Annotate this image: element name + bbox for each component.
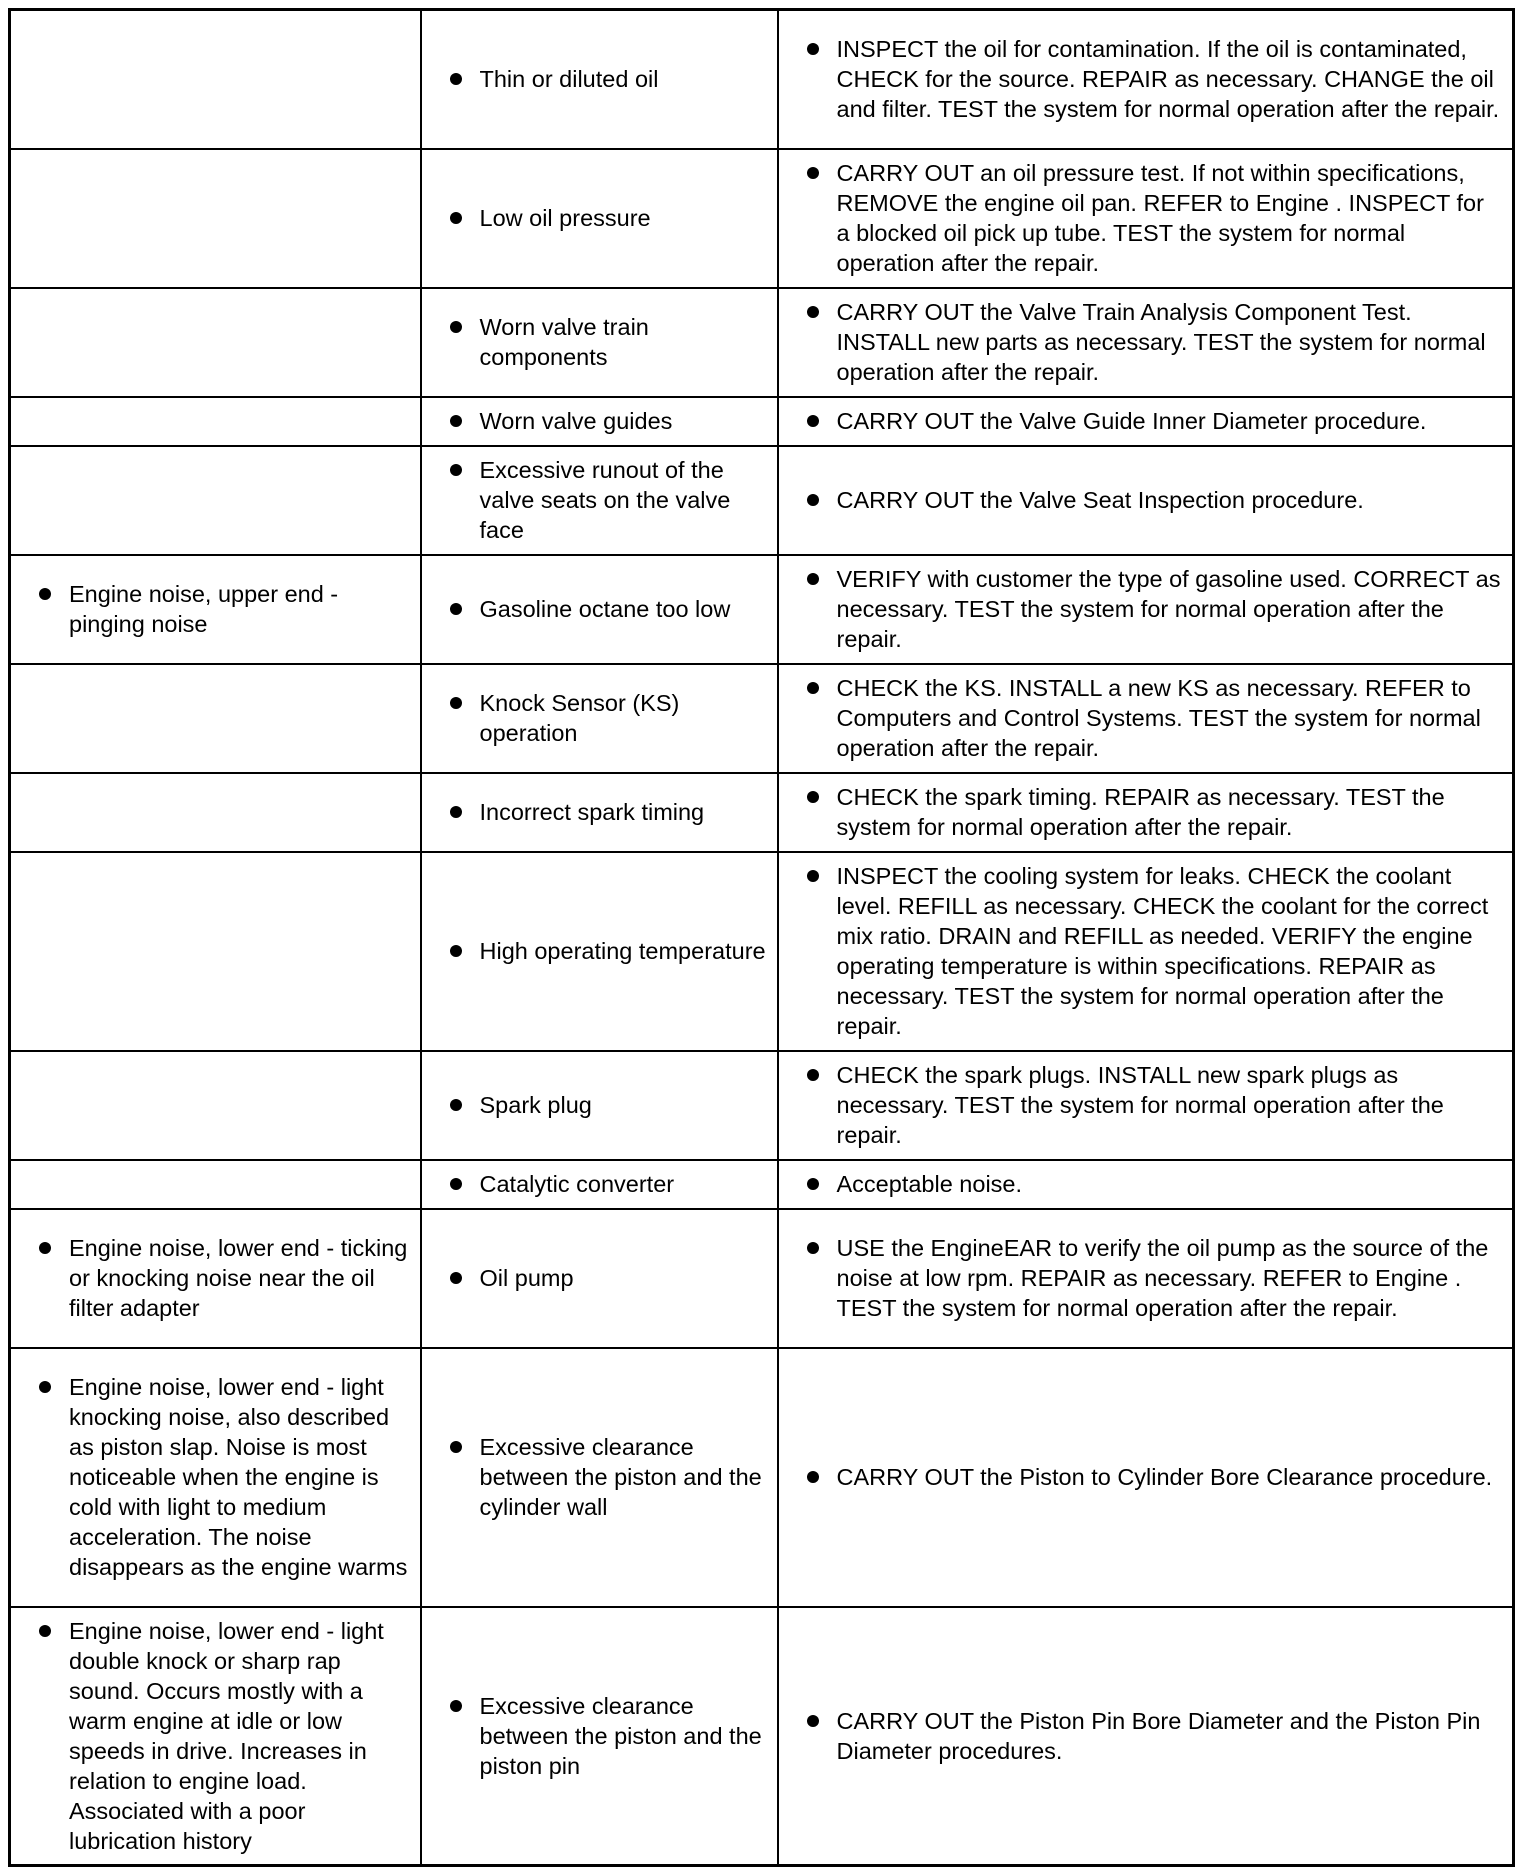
action-item: [807, 1169, 1503, 1199]
cause-item: [450, 1432, 767, 1522]
symptom-cell: [10, 555, 421, 664]
bullet-icon: [450, 73, 462, 85]
cause-cell: [421, 1348, 778, 1607]
symptom-cell: [10, 149, 421, 288]
cause-cell: [421, 1209, 778, 1348]
action-cell: [778, 288, 1514, 397]
table-row: [10, 1160, 1514, 1209]
bullet-icon: [450, 321, 462, 333]
action-cell: [778, 852, 1514, 1051]
bullet-icon: [450, 1700, 462, 1712]
cause-cell: [421, 10, 778, 149]
table-row: [10, 1348, 1514, 1607]
cause-text: Excessive runout of the valve seats on the valve face: [479, 457, 731, 543]
cause-text: Gasoline octane too low: [479, 596, 731, 622]
symptom-item: [39, 1233, 410, 1323]
action-cell: [778, 1607, 1514, 1866]
cause-text: High operating temperature: [479, 938, 766, 964]
bullet-icon: [807, 791, 819, 803]
symptom-cell: [10, 397, 421, 446]
bullet-icon: [39, 1381, 51, 1393]
action-item: [807, 1462, 1503, 1492]
symptom-cell: [10, 1051, 421, 1160]
action-text: VERIFY with customer the type of gasoline used. CORRECT as necessary. TEST the system for normal operation after the repair.: [836, 566, 1501, 652]
table-row: [10, 1051, 1514, 1160]
action-text: CHECK the spark plugs. INSTALL new spark plugs as necessary. TEST the system for normal operation after the repair.: [836, 1062, 1444, 1148]
cause-cell: [421, 288, 778, 397]
bullet-icon: [807, 43, 819, 55]
symptom-text: Engine noise, upper end - pinging noise: [69, 581, 339, 637]
bullet-icon: [807, 1069, 819, 1081]
action-text: CARRY OUT the Valve Train Analysis Component Test. INSTALL new parts as necessary. TEST the system for normal operation after the repair.: [836, 299, 1486, 385]
cause-cell: [421, 397, 778, 446]
table-row: [10, 397, 1514, 446]
symptom-cell: [10, 773, 421, 852]
action-text: CARRY OUT the Piston to Cylinder Bore Clearance procedure.: [836, 1464, 1493, 1490]
bullet-icon: [39, 1625, 51, 1637]
bullet-icon: [807, 415, 819, 427]
cause-item: [450, 594, 767, 624]
symptom-cell: [10, 1348, 421, 1607]
bullet-icon: [39, 588, 51, 600]
action-text: CHECK the KS. INSTALL a new KS as necessary. REFER to Computers and Control Systems. TEST the system for normal operation after the repair.: [836, 675, 1481, 761]
cause-cell: [421, 446, 778, 555]
action-item: [807, 297, 1503, 387]
symptom-cell: [10, 852, 421, 1051]
cause-item: [450, 1691, 767, 1781]
cause-text: Low oil pressure: [479, 205, 651, 231]
bullet-icon: [450, 945, 462, 957]
cause-cell: [421, 1051, 778, 1160]
action-text: CARRY OUT the Piston Pin Bore Diameter and the Piston Pin Diameter procedures.: [836, 1707, 1481, 1764]
action-cell: [778, 773, 1514, 852]
symptom-item: [39, 1372, 410, 1582]
action-item: [807, 564, 1503, 654]
symptom-text: Engine noise, lower end - light double knock or sharp rap sound. Occurs mostly with a warm engine at idle or low speeds in drive. Increases in relation to engine load. Associated with a poor lubrication history: [69, 1617, 384, 1854]
cause-item: [450, 1169, 767, 1199]
action-text: CARRY OUT the Valve Guide Inner Diameter procedure.: [836, 408, 1427, 434]
action-cell: [778, 555, 1514, 664]
action-item: [807, 485, 1503, 515]
bullet-icon: [450, 1099, 462, 1111]
symptom-cell: [10, 1607, 421, 1866]
bullet-icon: [450, 464, 462, 476]
bullet-icon: [807, 1178, 819, 1190]
bullet-icon: [450, 212, 462, 224]
symptom-cell: [10, 288, 421, 397]
bullet-icon: [450, 603, 462, 615]
cause-text: Knock Sensor (KS) operation: [479, 690, 680, 746]
bullet-icon: [450, 1441, 462, 1453]
action-item: [807, 861, 1503, 1041]
cause-cell: [421, 852, 778, 1051]
cause-item: [450, 406, 767, 436]
cause-text: Spark plug: [479, 1092, 592, 1118]
symptom-cell: [10, 1160, 421, 1209]
action-item: [807, 406, 1503, 436]
bullet-icon: [807, 870, 819, 882]
bullet-icon: [807, 306, 819, 318]
table-row: [10, 446, 1514, 555]
cause-cell: [421, 1607, 778, 1866]
action-text: CARRY OUT the Valve Seat Inspection procedure.: [836, 487, 1364, 513]
action-text: INSPECT the oil for contamination. If the oil is contaminated, CHECK for the source. REPAIR as necessary. CHANGE the oil and filter. TEST the system for normal operation after the repair.: [836, 36, 1500, 123]
table-row: [10, 852, 1514, 1051]
bullet-icon: [450, 806, 462, 818]
action-cell: [778, 446, 1514, 555]
table-row: [10, 773, 1514, 852]
table-row: [10, 1607, 1514, 1866]
cause-text: Excessive clearance between the piston and the piston pin: [479, 1692, 762, 1779]
cause-item: [450, 1090, 767, 1120]
table-row: [10, 10, 1514, 149]
bullet-icon: [450, 415, 462, 427]
bullet-icon: [807, 682, 819, 694]
action-item: [807, 158, 1503, 278]
bullet-icon: [450, 1272, 462, 1284]
action-text: CHECK the spark timing. REPAIR as necessary. TEST the system for normal operation after the repair.: [836, 784, 1445, 840]
action-cell: [778, 397, 1514, 446]
cause-item: [450, 688, 767, 748]
symptom-text: Engine noise, lower end - ticking or knocking noise near the oil filter adapter: [69, 1235, 408, 1321]
action-cell: [778, 664, 1514, 773]
cause-cell: [421, 149, 778, 288]
cause-cell: [421, 555, 778, 664]
cause-item: [450, 797, 767, 827]
cause-cell: [421, 1160, 778, 1209]
action-cell: [778, 1160, 1514, 1209]
symptom-cell: [10, 10, 421, 149]
action-cell: [778, 149, 1514, 288]
cause-item: [450, 455, 767, 545]
bullet-icon: [450, 697, 462, 709]
cause-text: Thin or diluted oil: [479, 66, 659, 93]
bullet-icon: [807, 573, 819, 585]
cause-text: Catalytic converter: [479, 1171, 675, 1197]
symptom-cell: [10, 1209, 421, 1348]
bullet-icon: [807, 1715, 819, 1727]
action-item: [807, 673, 1503, 763]
diagnostic-table: [8, 8, 1515, 1867]
symptom-item: [39, 579, 410, 639]
cause-item: [450, 1263, 767, 1293]
cause-text: Excessive clearance between the piston and the cylinder wall: [479, 1434, 762, 1520]
action-item: [807, 1233, 1503, 1323]
action-text: Acceptable noise.: [836, 1171, 1023, 1197]
bullet-icon: [39, 1242, 51, 1254]
cause-text: Worn valve guides: [479, 408, 673, 434]
action-cell: [778, 10, 1514, 149]
cause-item: [450, 64, 767, 94]
cause-text: Worn valve train components: [479, 314, 649, 370]
action-item: [807, 1706, 1503, 1766]
action-item: [807, 1060, 1503, 1150]
symptom-cell: [10, 446, 421, 555]
action-text: INSPECT the cooling system for leaks. CHECK the coolant level. REFILL as necessary. CHECK the coolant for the correct mix ratio. DRAIN and REFILL as needed. VERIFY the engine operating temperature is within specifications. REPAIR as necessary. TEST the system for normal operation after the repair.: [836, 863, 1489, 1039]
table-row: [10, 1209, 1514, 1348]
cause-cell: [421, 664, 778, 773]
cause-text: Oil pump: [479, 1265, 574, 1291]
table-row: [10, 555, 1514, 664]
table-body: [10, 10, 1514, 1866]
bullet-icon: [807, 1471, 819, 1483]
symptom-text: Engine noise, lower end - light knocking noise, also described as piston slap. Noise is most noticeable when the engine is cold with light to medium acceleration. The noise disappears as the engine warms: [69, 1374, 408, 1580]
cause-item: [450, 203, 767, 233]
cause-cell: [421, 773, 778, 852]
action-cell: [778, 1209, 1514, 1348]
bullet-icon: [450, 1178, 462, 1190]
action-text: USE the EngineEAR to verify the oil pump as the source of the noise at low rpm. REPAIR as necessary. REFER to Engine . TEST the system for normal operation after the repair.: [836, 1235, 1489, 1321]
action-cell: [778, 1348, 1514, 1607]
bullet-icon: [807, 167, 819, 179]
symptom-item: [39, 1616, 410, 1856]
symptom-cell: [10, 664, 421, 773]
cause-item: [450, 312, 767, 372]
table-row: [10, 664, 1514, 773]
bullet-icon: [807, 494, 819, 506]
action-text: CARRY OUT an oil pressure test. If not within specifications, REMOVE the engine oil pan. REFER to Engine . INSPECT for a blocked oil pick up tube. TEST the system for normal operation after the repair.: [836, 160, 1484, 276]
action-cell: [778, 1051, 1514, 1160]
table-row: [10, 149, 1514, 288]
table-row: [10, 288, 1514, 397]
cause-item: [450, 936, 767, 966]
cause-text: Incorrect spark timing: [479, 799, 705, 825]
bullet-icon: [807, 1242, 819, 1254]
action-item: [807, 782, 1503, 842]
action-item: [807, 34, 1503, 124]
